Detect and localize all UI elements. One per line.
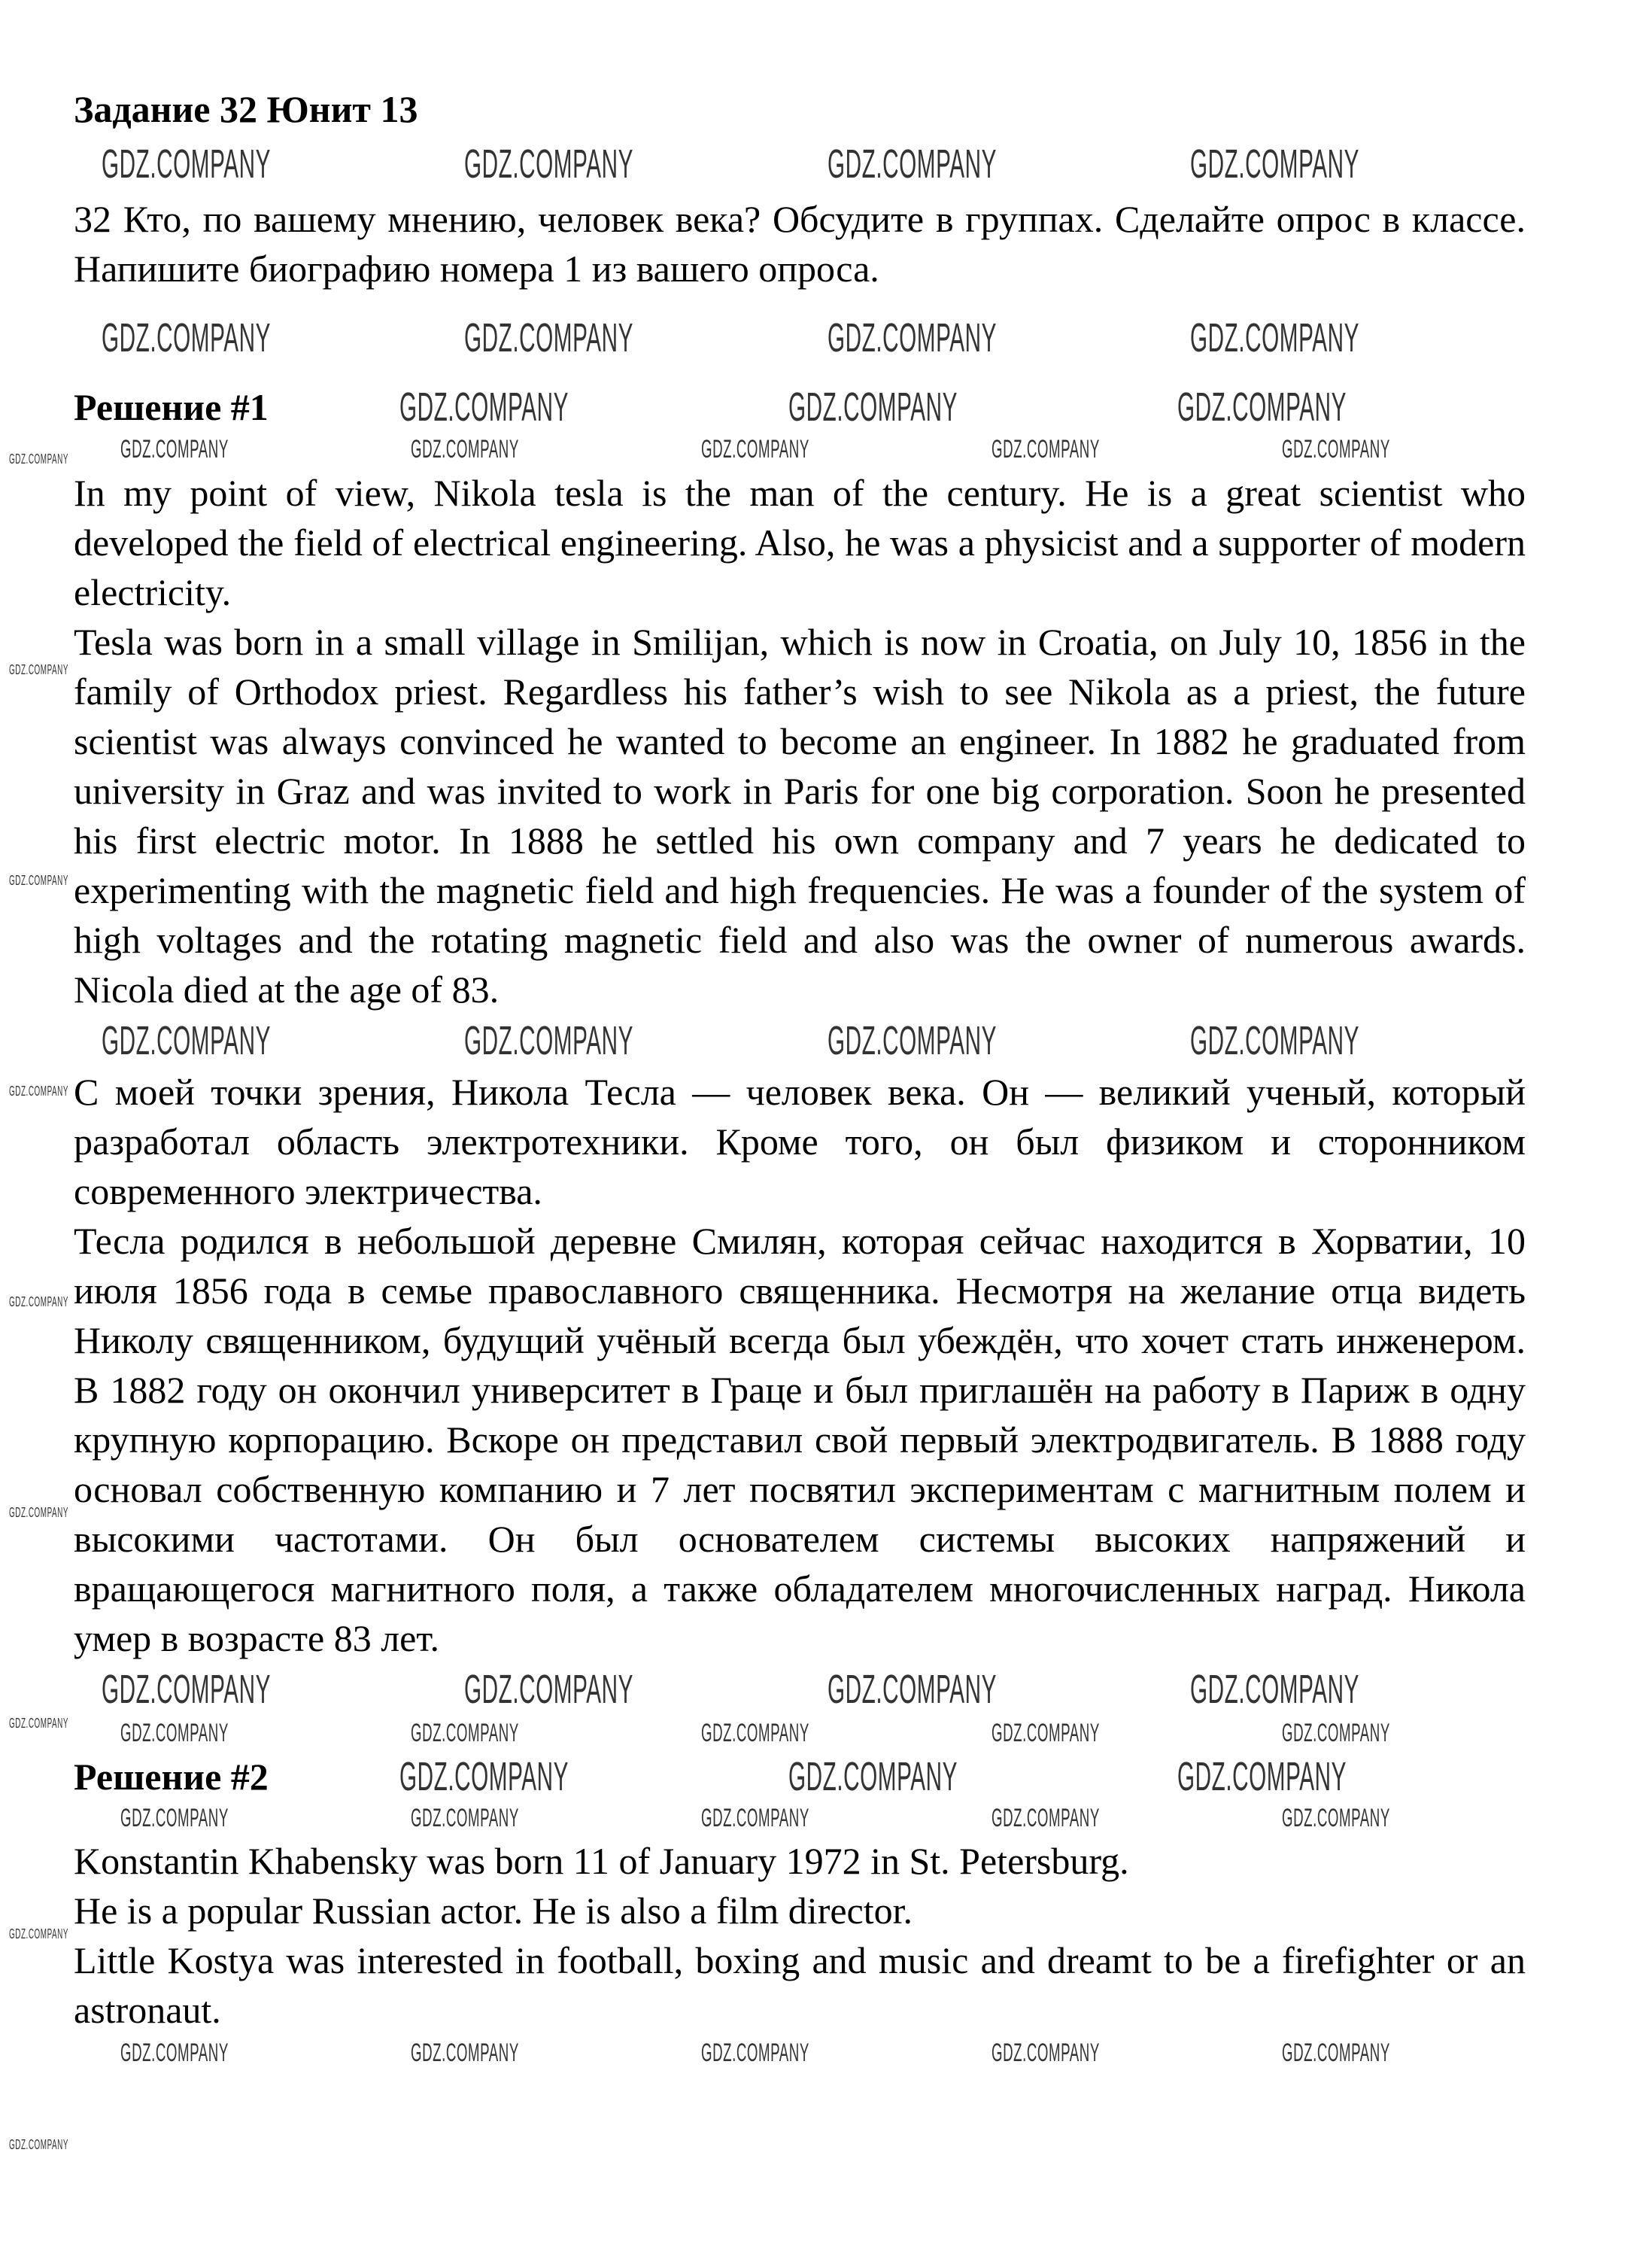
task-title: Задание 32 Юнит 13 — [74, 88, 418, 130]
watermark: GDZ.COMPANY — [9, 1505, 69, 1520]
watermark: GDZ.COMPANY — [9, 873, 69, 888]
watermark-row — [74, 2035, 1526, 2072]
watermark: GDZ.COMPANY — [9, 1926, 69, 1941]
watermark: GDZ.COMPANY — [464, 1666, 634, 1712]
watermark: GDZ.COMPANY — [399, 1753, 569, 1799]
watermark: GDZ.COMPANY — [101, 315, 271, 360]
watermark: GDZ.COMPANY — [827, 141, 997, 187]
watermark-row — [74, 1801, 1526, 1836]
solution-1-english-paragraph: In my point of view, Nikola tesla is the man of the century. He is a great scientist who developed the field of electrical engineering. Also, he was a physicist and a supporter of modern electricity. — [74, 472, 1526, 613]
watermark: GDZ.COMPANY — [9, 1294, 69, 1309]
watermark: GDZ.COMPANY — [411, 1804, 520, 1833]
watermark: GDZ.COMPANY — [1190, 141, 1360, 187]
watermark: GDZ.COMPANY — [992, 435, 1101, 464]
watermark: GDZ.COMPANY — [464, 141, 634, 187]
watermark: GDZ.COMPANY — [1190, 1666, 1360, 1712]
watermark: GDZ.COMPANY — [101, 1666, 271, 1712]
solution-1-heading: Решение #1 — [74, 386, 269, 428]
watermark: GDZ.COMPANY — [788, 384, 958, 430]
solution-2-heading: Решение #2 — [74, 1756, 269, 1798]
watermark: GDZ.COMPANY — [992, 1804, 1101, 1833]
watermark: GDZ.COMPANY — [701, 1719, 810, 1748]
watermark: GDZ.COMPANY — [701, 1804, 810, 1833]
watermark: GDZ.COMPANY — [101, 141, 271, 187]
watermark: GDZ.COMPANY — [9, 662, 69, 677]
watermark: GDZ.COMPANY — [9, 2137, 69, 2152]
solution-1-russian-paragraph: С моей точки зрения, Никола Тесла — человек века. Он — великий ученый, который разработал область электротехники. Кроме того, он был физиком и сторонником современного электричества. — [74, 1071, 1526, 1212]
watermark: GDZ.COMPANY — [464, 315, 634, 360]
solution-2-line: Konstantin Khabensky was born 11 of January 1972 in St. Petersburg. — [74, 1840, 1129, 1882]
watermark-row — [74, 134, 1526, 194]
watermark: GDZ.COMPANY — [1177, 1753, 1347, 1799]
watermark: GDZ.COMPANY — [411, 1719, 520, 1748]
solution-1-russian-paragraph: Тесла родился в небольшой деревне Смилян, которая сейчас находится в Хорватии, 10 июля 1856 года в семье православного священника. Несмотря на желание отца видеть Николу священником, будущий учёный всегда был убеждён, что хочет стать инженером. В 1882 году он окончил университет в Граце и был приглашён на работу в Париж в одну крупную корпорацию. Вскоре он представил свой первый электродвигатель. В 1888 году основал собственную компанию и 7 лет посвятил экспериментам с магнитным полем и высокими частотами. Он был основателем системы высоких напряжений и вращающегося магнитного поля, а также обладателем многочисленных наград. Никола умер в возрасте 83 лет. — [74, 1220, 1526, 1659]
watermark-row — [74, 1716, 1526, 1752]
watermark-row — [74, 1663, 1526, 1716]
watermark: GDZ.COMPANY — [120, 2039, 229, 2068]
solution-2-line: He is a popular Russian actor. He is also a film director. — [74, 1890, 913, 1932]
watermark: GDZ.COMPANY — [9, 452, 69, 467]
watermark: GDZ.COMPANY — [992, 2039, 1101, 2068]
watermark: GDZ.COMPANY — [1190, 1017, 1360, 1063]
watermark: GDZ.COMPANY — [1282, 1804, 1391, 1833]
watermark: GDZ.COMPANY — [1282, 435, 1391, 464]
solution-1-heading-row — [74, 382, 1526, 432]
watermark: GDZ.COMPANY — [1282, 2039, 1391, 2068]
watermark: GDZ.COMPANY — [701, 2039, 810, 2068]
watermark-row — [74, 293, 1526, 382]
watermark: GDZ.COMPANY — [1190, 315, 1360, 360]
document-column — [74, 0, 1526, 2102]
watermark: GDZ.COMPANY — [992, 1719, 1101, 1748]
watermark-row — [74, 1014, 1526, 1067]
watermark: GDZ.COMPANY — [411, 2039, 520, 2068]
watermark: GDZ.COMPANY — [827, 315, 997, 360]
solution-2-line: Little Kostya was interested in football, boxing and music and dreamt to be a firefighter or an astronaut. — [74, 1939, 1526, 2031]
watermark: GDZ.COMPANY — [827, 1666, 997, 1712]
watermark: GDZ.COMPANY — [788, 1753, 958, 1799]
watermark: GDZ.COMPANY — [120, 1804, 229, 1833]
watermark: GDZ.COMPANY — [827, 1017, 997, 1063]
watermark: GDZ.COMPANY — [1282, 1719, 1391, 1748]
watermark: GDZ.COMPANY — [9, 1084, 69, 1099]
solution-1-english-paragraph: Tesla was born in a small village in Smilijan, which is now in Croatia, on July 10, 1856 in the family of Orthodox priest. Regardless his father’s wish to see Nikola as a priest, the future scientist was always convinced he wanted to become an engineer. In 1882 he graduated from university in Graz and was invited to work in Paris for one big corporation. Soon he presented his first electric motor. In 1888 he settled his own company and 7 years he dedicated to experimenting with the magnetic field and high frequencies. He was a founder of the system of high voltages and the rotating magnetic field and also was the owner of numerous awards. Nicola died at the age of 83. — [74, 621, 1526, 1011]
watermark: GDZ.COMPANY — [399, 384, 569, 430]
question-text: 32 Кто, по вашему мнению, человек века? Обсудите в группах. Сделайте опрос в классе. Напишите биографию номера 1 из вашего опроса. — [74, 198, 1526, 290]
watermark-row — [74, 432, 1526, 468]
watermark: GDZ.COMPANY — [701, 435, 810, 464]
watermark: GDZ.COMPANY — [120, 435, 229, 464]
solution-2-heading-row — [74, 1752, 1526, 1801]
watermark: GDZ.COMPANY — [1177, 384, 1347, 430]
watermark: GDZ.COMPANY — [411, 435, 520, 464]
watermark: GDZ.COMPANY — [120, 1719, 229, 1748]
watermark: GDZ.COMPANY — [9, 1716, 69, 1731]
watermark: GDZ.COMPANY — [464, 1017, 634, 1063]
watermark: GDZ.COMPANY — [101, 1017, 271, 1063]
